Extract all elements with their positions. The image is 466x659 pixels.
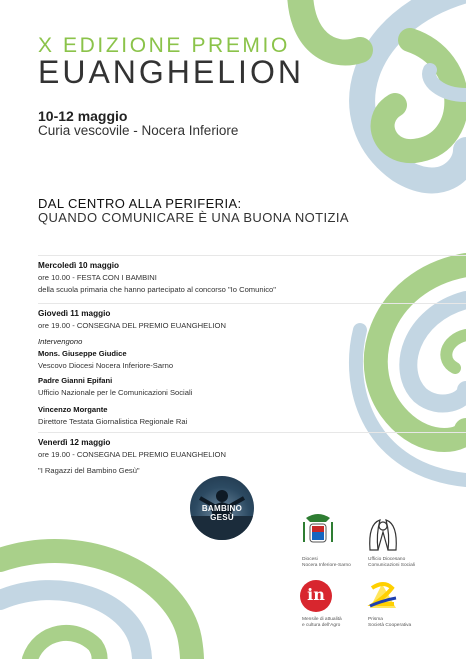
separator xyxy=(38,255,466,256)
day3-event: ore 19.00 - CONSEGNA DEL PREMIO EUANGHELION xyxy=(38,450,226,459)
prisma-logo-icon xyxy=(366,578,400,614)
logo-caption: Prisma Società Cooperativa xyxy=(368,617,412,628)
event-place: Curia vescovile - Nocera Inferiore xyxy=(38,123,239,138)
speaker-role: Vescovo Diocesi Nocera Inferiore-Sarno xyxy=(38,361,174,370)
day2-event: ore 19.00 - CONSEGNA DEL PREMIO EUANGHELION xyxy=(38,321,226,330)
speaker-role: Direttore Testata Giornalistica Regionale Rai xyxy=(38,417,188,426)
event-dates: 10-12 maggio xyxy=(38,108,128,124)
diocesi-crest-icon xyxy=(300,512,336,554)
day3-label: Venerdì 12 maggio xyxy=(38,438,111,447)
logo-caption: Ufficio Diocesano Comunicazioni Sociali xyxy=(368,557,415,568)
logo-caption: Mensile di attualità e cultura dell'Agro xyxy=(302,617,342,628)
in-logo: in xyxy=(300,580,332,612)
middle-right-spiral xyxy=(356,265,466,480)
day3-guest: "I Ragazzi del Bambino Gesù" xyxy=(38,466,140,475)
badge-text: BAMBINO GESÙ xyxy=(201,504,243,522)
day1-label: Mercoledì 10 maggio xyxy=(38,261,119,270)
day2-label: Giovedì 11 maggio xyxy=(38,309,111,318)
angel-logo-icon xyxy=(366,514,400,554)
edition-title: X EDIZIONE PREMIO xyxy=(38,34,290,57)
intervengono-label: Intervengono xyxy=(38,337,83,346)
theme-line-2: QUANDO COMUNICARE È UNA BUONA NOTIZIA xyxy=(38,210,349,225)
theme-line-1: DAL CENTRO ALLA PERIFERIA: xyxy=(38,196,242,211)
speaker-name: Mons. Giuseppe Giudice xyxy=(38,349,127,358)
logo-caption: Diocesi Nocera Inferiore-Sarno xyxy=(302,557,351,568)
event-name: EUANGHELION xyxy=(38,54,304,90)
separator xyxy=(38,303,466,304)
bottom-left-spiral xyxy=(0,551,192,659)
speaker-role: Ufficio Nazionale per le Comunicazioni Sociali xyxy=(38,388,193,397)
speaker-name: Padre Gianni Epifani xyxy=(38,376,113,385)
day1-detail: della scuola primaria che hanno partecipato al concorso "Io Comunico" xyxy=(38,285,276,294)
day1-event: ore 10.00 - FESTA CON I BAMBINI xyxy=(38,273,157,282)
bambino-gesu-badge xyxy=(190,476,254,540)
top-right-spiral xyxy=(300,0,466,180)
separator xyxy=(38,432,466,433)
speaker-name: Vincenzo Morgante xyxy=(38,405,108,414)
